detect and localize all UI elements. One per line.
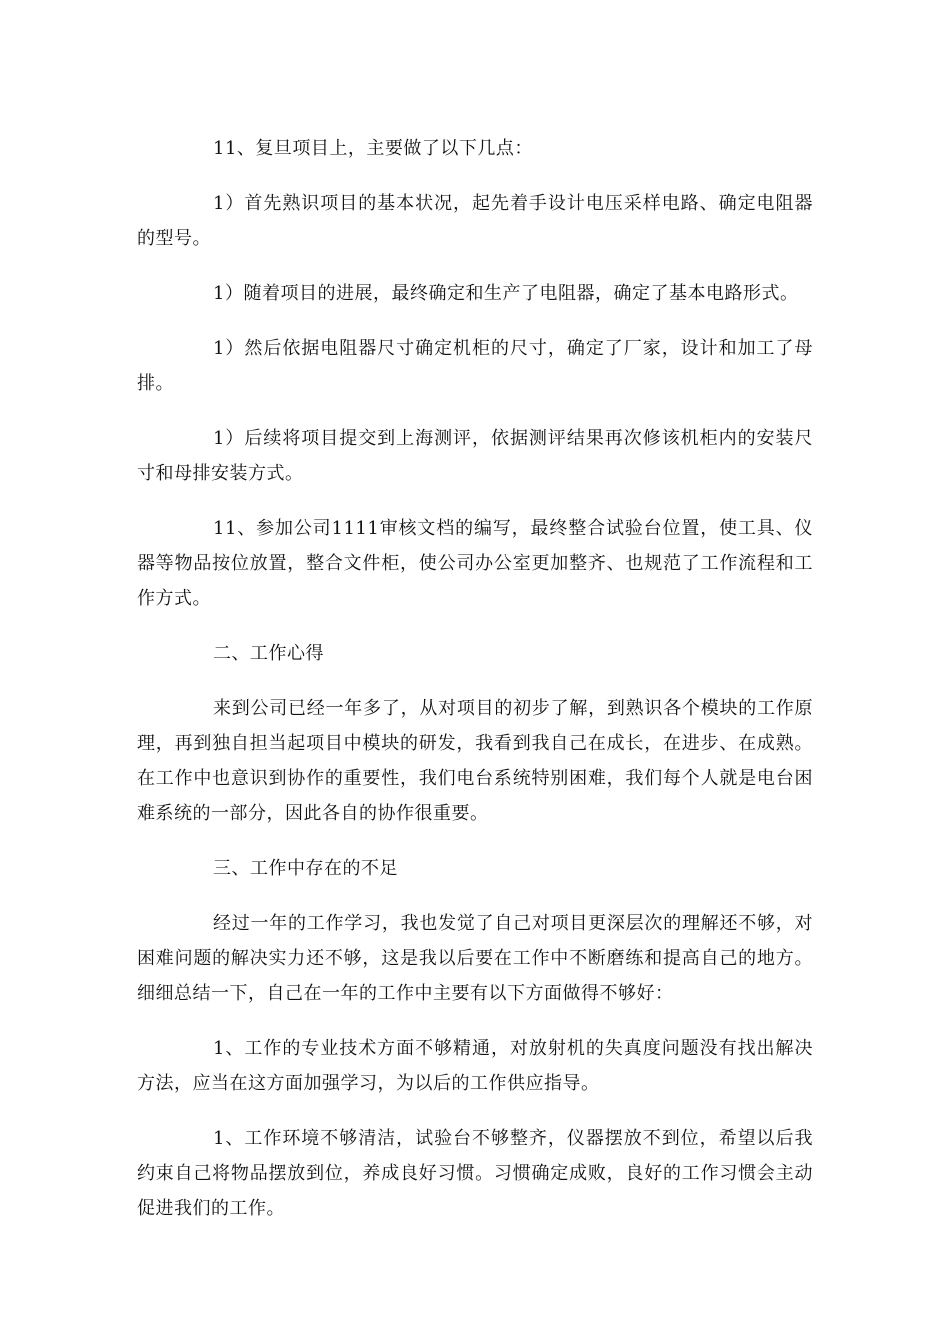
section-heading-work-experience: 二、工作心得 (213, 643, 324, 664)
paragraph-fudan-project: 11、复旦项目上，主要做了以下几点： (213, 138, 533, 159)
paragraph-shortcomings-summary: 经过一年的工作学习，我也发觉了自己对项目更深层次的理解还不够，对困难问题的解决实力还不够，这是我以后要在工作中不断磨练和提高自己的地方。细细总结一下，自己在一年的工作中主要有以下方面做得不够好： (137, 913, 813, 1004)
paragraph-shortcoming-technical: 1、工作的专业技术方面不够精通，对放射机的失真度问题没有找出解决方法，应当在这方面加强学习，为以后的工作供应指导。 (137, 1038, 813, 1094)
paragraph-item-cabinet-size: 1）然后依据电阻器尺寸确定机柜的尺寸，确定了厂家，设计和加工了母排。 (137, 338, 813, 394)
document-body (137, 131, 813, 1246)
paragraph-work-experience: 来到公司已经一年多了，从对项目的初步了解，到熟识各个模块的工作原理，再到独自担当起项目中模块的研发，我看到我自己在成长，在进步、在成熟。在工作中也意识到协作的重要性，我们电台系统特别困难，我们每个人就是电台困难系统的一部分，因此各自的协作很重要。 (137, 698, 813, 824)
paragraph-item-resistor-production: 1）随着项目的进展，最终确定和生产了电阻器，确定了基本电路形式。 (213, 283, 799, 304)
paragraph-item-shanghai-evaluation: 1）后续将项目提交到上海测评，依据测评结果再次修该机柜内的安装尺寸和母排安装方式。 (137, 428, 813, 484)
paragraph-shortcoming-environment: 1、工作环境不够清洁，试验台不够整齐，仪器摆放不到位，希望以后我约束自己将物品摆放到位，养成良好习惯。习惯确定成败，良好的工作习惯会主动促进我们的工作。 (137, 1128, 813, 1219)
paragraph-audit-documents: 11、参加公司1111审核文档的编写，最终整合试验台位置，使工具、仪器等物品按位放置，整合文件柜，使公司办公室更加整齐、也规范了工作流程和工作方式。 (137, 518, 813, 609)
paragraph-item-voltage-sampling: 1）首先熟识项目的基本状况，起先着手设计电压采样电路、确定电阻器的型号。 (137, 193, 813, 249)
section-heading-shortcomings: 三、工作中存在的不足 (213, 858, 398, 879)
